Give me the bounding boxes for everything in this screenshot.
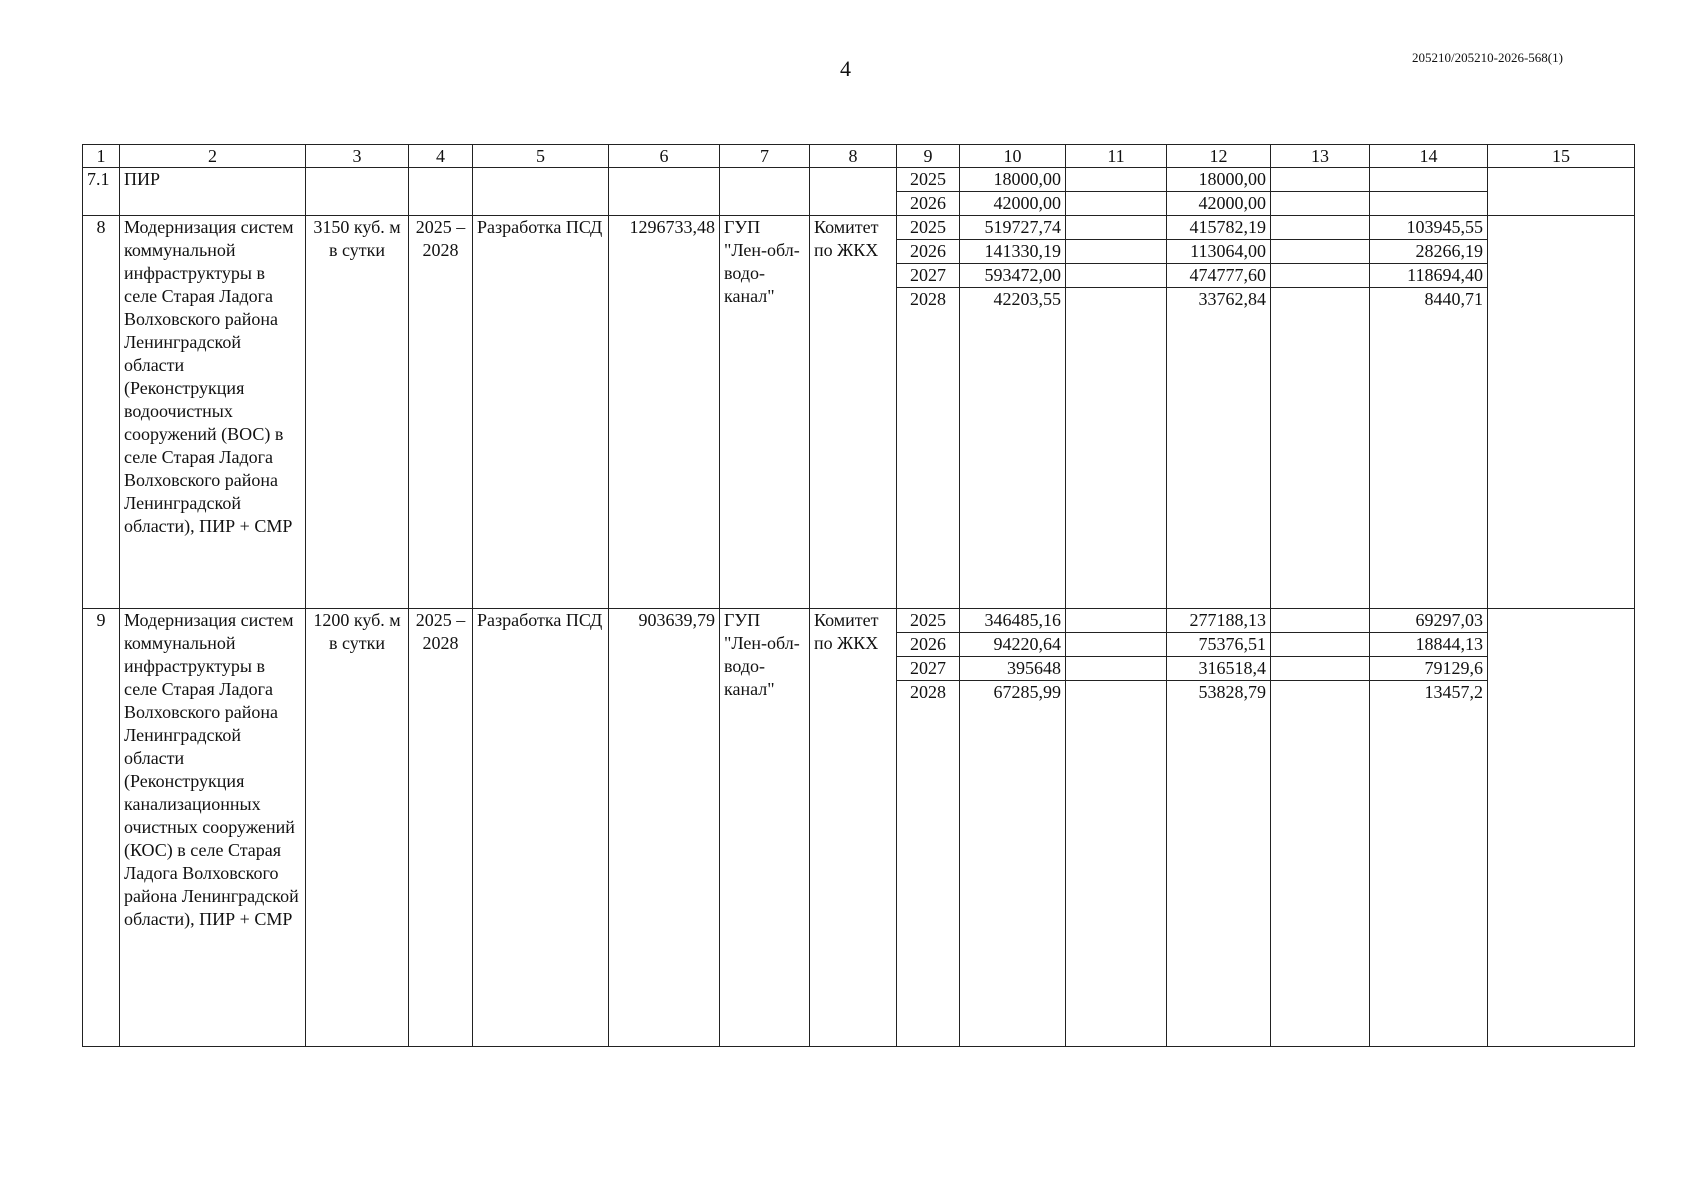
year-cell: 2026: [897, 192, 960, 216]
row-number: 7.1: [83, 168, 120, 216]
period: 2025 – 2028: [409, 216, 473, 609]
amount-other: 79129,6: [1370, 657, 1488, 681]
amount-regional: 316518,4: [1167, 657, 1271, 681]
note: [1488, 168, 1635, 216]
amount-other: 8440,71: [1370, 288, 1488, 609]
year-cell: 2025: [897, 216, 960, 240]
amount-local: [1271, 168, 1370, 192]
col-header: 8: [810, 145, 897, 168]
amount-local: [1271, 288, 1370, 609]
amount-federal: [1066, 192, 1167, 216]
amount-regional: 42000,00: [1167, 192, 1271, 216]
amount-total: 346485,16: [960, 609, 1066, 633]
total-cost: 1296733,48: [609, 216, 720, 609]
capacity: [306, 168, 409, 216]
col-header: 11: [1066, 145, 1167, 168]
table-row: [83, 168, 1635, 192]
amount-regional: 18000,00: [1167, 168, 1271, 192]
document-id: 205210/205210-2026-568(1): [1412, 50, 1563, 65]
row-number: 8: [83, 216, 120, 609]
amount-regional: 277188,13: [1167, 609, 1271, 633]
year-cell: 2025: [897, 168, 960, 192]
customer: Комитет по ЖКХ: [810, 609, 897, 1047]
stage: [473, 168, 609, 216]
amount-regional: 33762,84: [1167, 288, 1271, 609]
amount-federal: [1066, 681, 1167, 1047]
amount-local: [1271, 216, 1370, 240]
year-cell: 2026: [897, 240, 960, 264]
amount-federal: [1066, 264, 1167, 288]
year-cell: 2025: [897, 609, 960, 633]
amount-total: 593472,00: [960, 264, 1066, 288]
amount-regional: 53828,79: [1167, 681, 1271, 1047]
executor: ГУП "Лен-обл-водо-канал": [720, 216, 810, 609]
amount-regional: 415782,19: [1167, 216, 1271, 240]
amount-local: [1271, 192, 1370, 216]
year-cell: 2027: [897, 264, 960, 288]
executor: ГУП "Лен-обл-водо-канал": [720, 609, 810, 1047]
amount-total: 141330,19: [960, 240, 1066, 264]
col-header: 9: [897, 145, 960, 168]
col-header: 5: [473, 145, 609, 168]
project-name: Модернизация систем коммунальной инфраструктуры в селе Старая Ладога Волховского района Ленинградской области (Реконструкция водоочистных сооружений (ВОС) в селе Старая Ладога Волховского района Ленинградской области), ПИР + СМР: [120, 216, 306, 609]
amount-local: [1271, 657, 1370, 681]
executor: [720, 168, 810, 216]
amount-regional: 474777,60: [1167, 264, 1271, 288]
note: [1488, 609, 1635, 1047]
amount-total: 42203,55: [960, 288, 1066, 609]
col-header: 14: [1370, 145, 1488, 168]
amount-total: 395648: [960, 657, 1066, 681]
project-name: ПИР: [120, 168, 306, 216]
amount-local: [1271, 240, 1370, 264]
amount-regional: 75376,51: [1167, 633, 1271, 657]
col-header: 12: [1167, 145, 1271, 168]
col-header: 3: [306, 145, 409, 168]
amount-total: 94220,64: [960, 633, 1066, 657]
stage: Разработка ПСД: [473, 609, 609, 1047]
amount-other: 118694,40: [1370, 264, 1488, 288]
amount-federal: [1066, 216, 1167, 240]
amount-federal: [1066, 657, 1167, 681]
amount-other: [1370, 192, 1488, 216]
row-number: 9: [83, 609, 120, 1047]
header-row: [83, 145, 1635, 168]
amount-federal: [1066, 288, 1167, 609]
amount-other: 13457,2: [1370, 681, 1488, 1047]
amount-other: 103945,55: [1370, 216, 1488, 240]
capacity: 1200 куб. м в сутки: [306, 609, 409, 1047]
col-header: 13: [1271, 145, 1370, 168]
year-cell: 2028: [897, 288, 960, 609]
amount-total: 67285,99: [960, 681, 1066, 1047]
year-cell: 2026: [897, 633, 960, 657]
capacity: 3150 куб. м в сутки: [306, 216, 409, 609]
table-row: [83, 609, 1635, 633]
customer: [810, 168, 897, 216]
amount-other: [1370, 168, 1488, 192]
program-table: [82, 144, 1635, 1047]
amount-local: [1271, 264, 1370, 288]
amount-total: 42000,00: [960, 192, 1066, 216]
amount-federal: [1066, 240, 1167, 264]
amount-other: 69297,03: [1370, 609, 1488, 633]
col-header: 15: [1488, 145, 1635, 168]
amount-total: 519727,74: [960, 216, 1066, 240]
amount-other: 18844,13: [1370, 633, 1488, 657]
note: [1488, 216, 1635, 609]
col-header: 10: [960, 145, 1066, 168]
project-name: Модернизация систем коммунальной инфраструктуры в селе Старая Ладога Волховского района Ленинградской области (Реконструкция канализационных очистных сооружений (КОС) в селе Старая Ладога Волховского района Ленинградской области), ПИР + СМР: [120, 609, 306, 1047]
col-header: 4: [409, 145, 473, 168]
amount-federal: [1066, 168, 1167, 192]
year-cell: 2027: [897, 657, 960, 681]
col-header: 2: [120, 145, 306, 168]
amount-local: [1271, 609, 1370, 633]
page-number: 4: [840, 56, 851, 81]
col-header: 1: [83, 145, 120, 168]
amount-regional: 113064,00: [1167, 240, 1271, 264]
table-row: [83, 216, 1635, 240]
amount-federal: [1066, 633, 1167, 657]
col-header: 6: [609, 145, 720, 168]
amount-local: [1271, 633, 1370, 657]
period: [409, 168, 473, 216]
amount-total: 18000,00: [960, 168, 1066, 192]
amount-federal: [1066, 609, 1167, 633]
total-cost: [609, 168, 720, 216]
year-cell: 2028: [897, 681, 960, 1047]
amount-other: 28266,19: [1370, 240, 1488, 264]
customer: Комитет по ЖКХ: [810, 216, 897, 609]
period: 2025 – 2028: [409, 609, 473, 1047]
col-header: 7: [720, 145, 810, 168]
stage: Разработка ПСД: [473, 216, 609, 609]
amount-local: [1271, 681, 1370, 1047]
total-cost: 903639,79: [609, 609, 720, 1047]
